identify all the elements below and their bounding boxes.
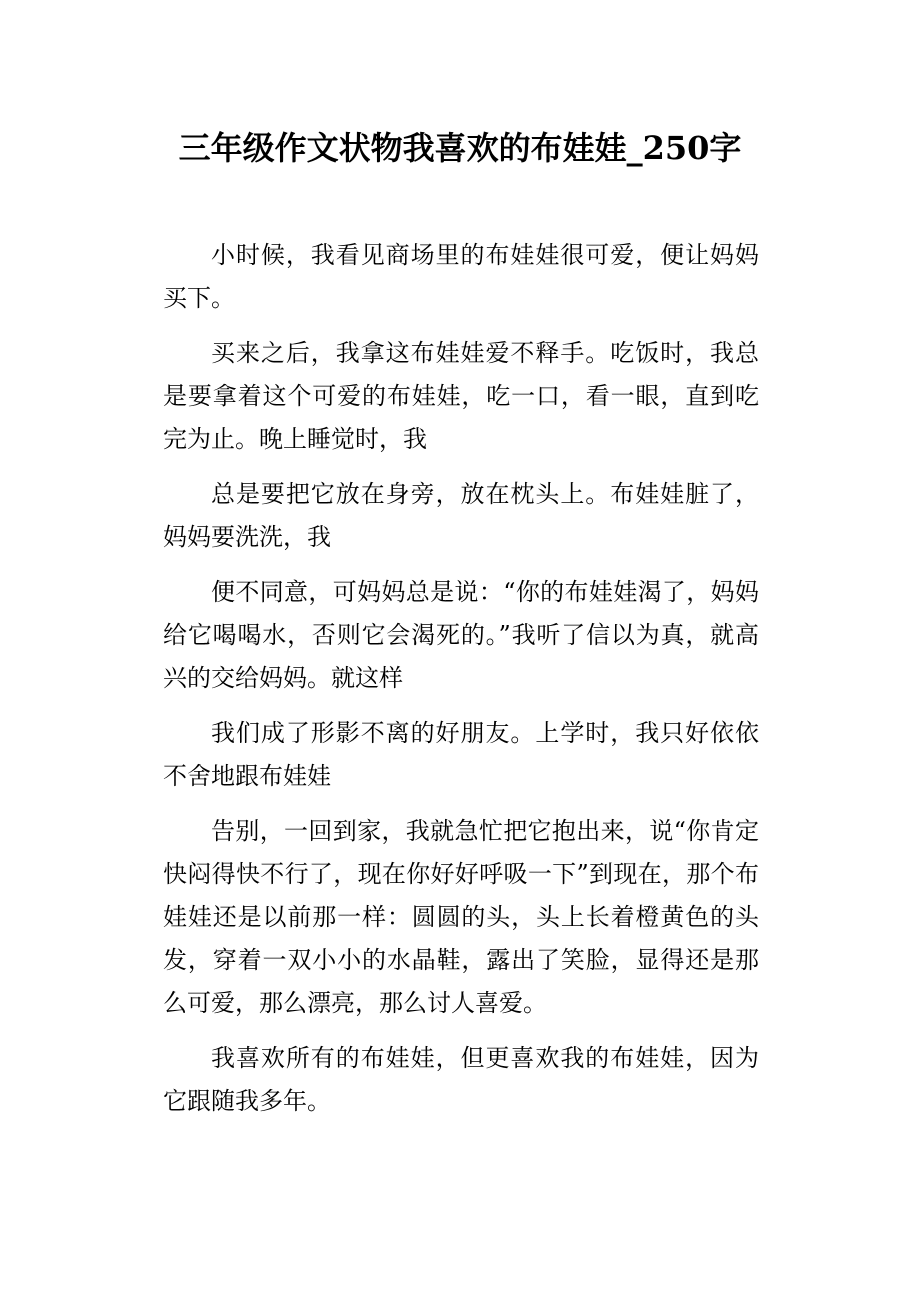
paragraph: 我喜欢所有的布娃娃，但更喜欢我的布娃娃，因为它跟随我多年。 [163, 1044, 759, 1115]
paragraph: 便不同意，可妈妈总是说：“你的布娃娃渴了，妈妈给它喝喝水，否则它会渴死的。”我听了信以为真，就高兴的交给妈妈。就这样 [163, 578, 759, 692]
document-title: 三年级作文状物我喜欢的布娃娃_250字 [178, 129, 742, 167]
paragraph: 告别，一回到家，我就急忙把它抱出来，说“你肯定快闷得快不行了，现在你好好呼吸一下”到现在，那个布娃娃还是以前那一样：圆圆的头，头上长着橙黄色的头发，穿着一双小小的水晶鞋，露出了笑脸，显得还是那么可爱，那么漂亮，那么讨人喜爱。 [163, 817, 759, 1017]
paragraph: 小时候，我看见商场里的布娃娃很可爱，便让妈妈买下。 [163, 241, 759, 312]
paragraph: 我们成了形影不离的好朋友。上学时，我只好依依不舍地跟布娃娃 [163, 719, 759, 790]
paragraph: 买来之后，我拿这布娃娃爱不释手。吃饭时，我总是要拿着这个可爱的布娃娃，吃一口，看一眼，直到吃完为止。晚上睡觉时，我 [163, 339, 759, 453]
document-body [163, 234, 759, 1135]
paragraph: 总是要把它放在身旁，放在枕头上。布娃娃脏了，妈妈要洗洗，我 [163, 480, 759, 551]
